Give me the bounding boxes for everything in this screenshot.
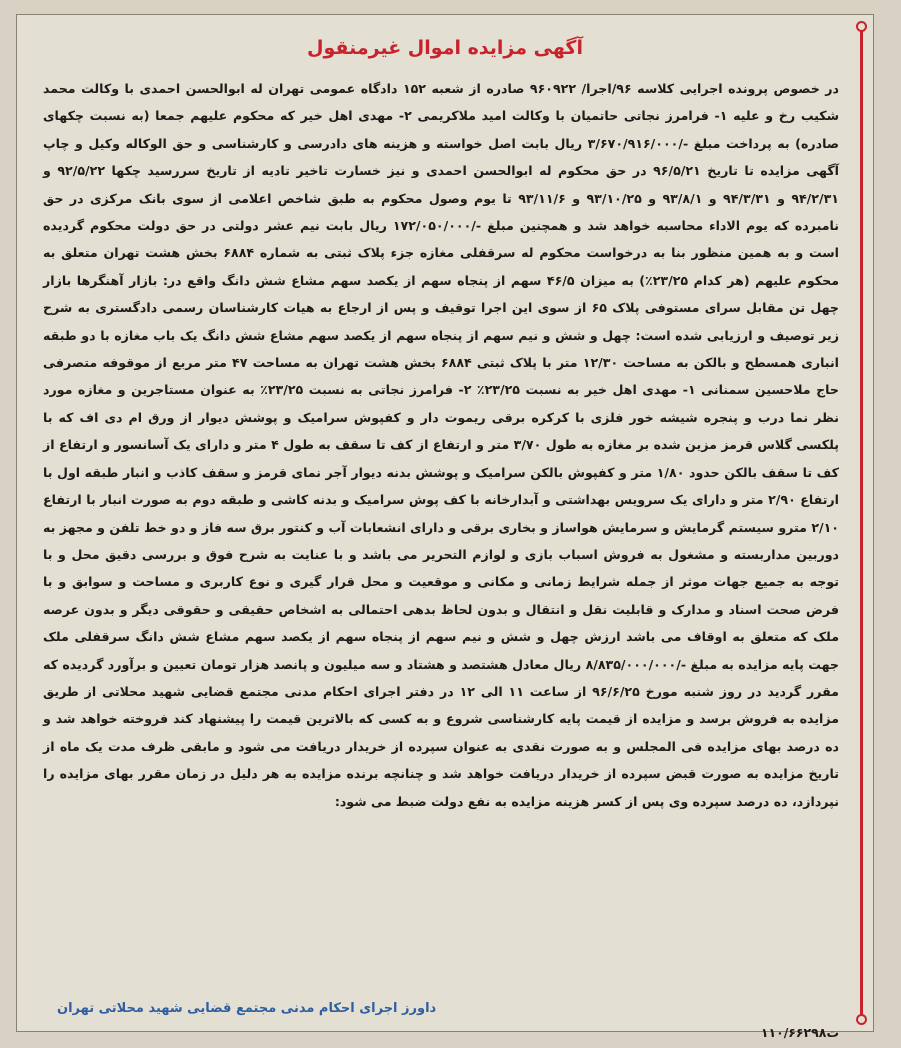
rule-ornament-top bbox=[856, 21, 867, 32]
notice-signature: داورز اجرای احکام مدنی مجتمع قضایی شهید محلاتی تهران bbox=[57, 1001, 437, 1016]
notice-code: ۱۱۰/۶۶۲۹۸ت bbox=[760, 1025, 839, 1040]
notice-title: آگهی مزایده اموال غیرمنقول bbox=[307, 37, 583, 59]
rule-ornament-bottom bbox=[856, 1014, 867, 1025]
notice-body: در خصوص پرونده اجرایی کلاسه ۹۶/اجرا/ ۹۶۰۹۲۲ صادره از شعبه ۱۵۲ دادگاه عمومی تهران له ابوالحسن احمدی با وکالت محمد شکیب رخ و علیه ۱- فرامرز نجاتی حاتمیان با وکالت امید ملاکریمی ۲- مهدی اهل خیر که محکوم علیهم جمعا (به نسبت چکهای صادره) به پرداخت مبلغ -/۳/۶۷۰/۹۱۶/۰۰۰ ریال بابت اصل خواسته و هزینه های دادرسی و کارشناسی و حق الوکاله وکیل و چاپ آگهی مزایده تا تاریخ ۹۶/۵/۲۱ در حق محکوم له ابوالحسن احمدی و نیز خسارت تاخیر تادیه از تاریخ سررسید چکها ۹۲/۵/۲۲ و ۹۴/۲/۳۱ و ۹۴/۳/۳۱ و ۹۳/۸/۱ و ۹۳/۱۰/۲۵ و ۹۳/۱۱/۶ تا یوم وصول محکوم به طبق شاخص اعلامی از سوی بانک مرکزی در حق نامبرده که یوم الاداء محاسبه خواهد شد و همچنین مبلغ -/۱۷۲/۰۵۰/۰۰۰ ریال بابت نیم عشر دولتی در حق دولت محکوم گردیده است و به همین منظور بنا به درخواست محکوم له سرقفلی مغازه جزء پلاک ثبتی به شماره ۶۸۸۴ بخش هشت تهران متعلق به محکوم علیهم (هر کدام ۲۳/۲۵٪) به میزان ۴۶/۵ سهم از پنجاه سهم از یکصد سهم مشاع شش دانگ واقع در: بازار آهنگرها بازار چهل تن مقابل سرای مستوفی پلاک ۶۵ از سوی این اجرا توقیف و پس از ارجاع به هیات کارشناسان رسمی دادگستری به شرح زیر توصیف و ارزیابی شده است: چهل و شش و نیم سهم از پنجاه سهم از یکصد سهم مشاع شش دانگ یک باب مغازه با دو طبقه انباری همسطح و بالکن به مساحت ۱۲/۳۰ متر با پلاک ثبتی ۶۸۸۴ بخش هشت تهران به مساحت ۴۷ متر مربع از موقوفه متصرفی حاج ملاحسین سمنانی ۱- مهدی اهل خیر به نسبت ۲۳/۲۵٪ ۲- فرامرز نجاتی به نسبت ۲۳/۲۵٪ به عنوان مستاجرین و مغازه مورد نظر نما درب و پنجره شیشه خور فلزی با کرکره برقی ریموت دار و کفپوش سرامیک و پوشش دیوار از ورق ام دی اف که با پلکسی گلاس قرمز مزین شده بر مغازه به طول ۳/۷۰ متر و ارتفاع از کف تا سقف به طول ۴ متر و دارای یک آسانسور و ارتفاع از کف تا سقف بالکن حدود ۱/۸۰ متر و کفپوش بالکن سرامیک و پوشش بدنه دیوار آجر نمای قرمز و سقف کاذب و انبار طبقه اول با ارتفاع ۲/۹۰ متر و دارای یک سرویس بهداشتی و آبدارخانه با کف پوش سرامیک و بدنه کاشی و طبقه دوم به صورت انبار با ارتفاع ۲/۱۰ مترو سیستم گرمایش و سرمایش هواساز و بخاری برقی و دارای انشعابات آب و کنتور برق سه فاز و دو خط تلفن و مجهز به دوربین مداربسته و مشغول به فروش اسباب بازی و لوازم التحریر می باشد و با عنایت به شرح فوق و بررسی دقیق محل و با توجه به جمیع جهات موثر از جمله شرایط زمانی و مکانی و موقعیت و محل قرار گیری و نوع کاربری و مساحت و سوابق و با فرض صحت اسناد و مدارک و قابلیت نقل و انتقال و بدون لحاظ بدهی احتمالی به اشخاص حقیقی و حقوقی دیگر و بدون عرصه ملک که متعلق به اوقاف می باشد ارزش چهل و شش و نیم سهم از پنجاه سهم از یکصد سهم مشاع شش دانگ سرقفلی ملک جهت پایه مزایده به مبلغ -/۸/۸۳۵/۰۰۰/۰۰۰ ریال معادل هشتصد و هشتاد و سه میلیون و پانصد هزار تومان تعیین و برآورد گردیده که مقرر گردید در روز شنبه مورخ ۹۶/۶/۲۵ از ساعت ۱۱ الی ۱۲ در دفتر اجرای احکام مدنی مجتمع قضایی شهید محلاتی از طریق مزایده به فروش برسد و مزایده از قیمت پایه کارشناسی شروع و به کسی که بالاترین قیمت را پیشنهاد کند فروخته خواهد شد و ده درصد بهای مزایده فی المجلس و به صورت نقدی به عنوان سپرده از خریدار دریافت می شود و مابقی ظرف مدت یک ماه از تاریخ مزایده به صورت قبض سپرده از خریدار دریافت خواهد شد و چنانچه برنده مزایده به هر دلیل در زمان مقرر بهای مزایده را نپردازد، ده درصد سپرده وی پس از کسر هزینه مزایده به نفع دولت ضبط می شود: bbox=[43, 81, 839, 809]
notice-frame bbox=[16, 14, 874, 1040]
red-margin-rule bbox=[860, 31, 863, 1015]
